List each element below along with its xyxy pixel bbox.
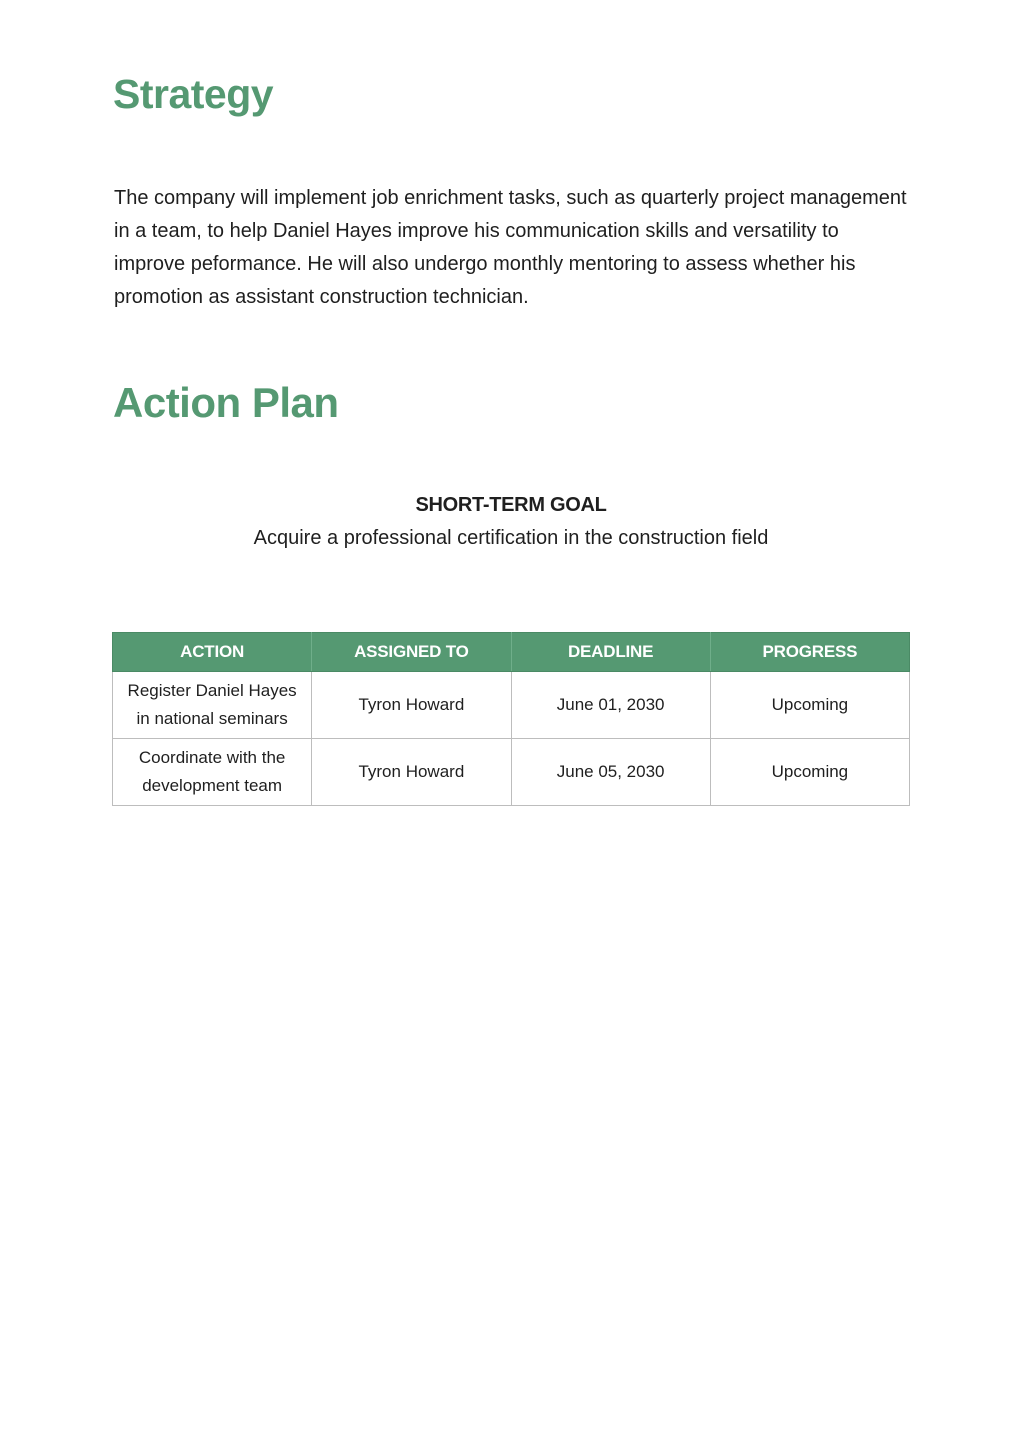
header-assigned-to: ASSIGNED TO (312, 633, 511, 672)
action-cell: Coordinate with the development team (113, 739, 312, 806)
deadline-cell: June 01, 2030 (511, 672, 710, 739)
header-progress: PROGRESS (710, 633, 909, 672)
header-action: ACTION (113, 633, 312, 672)
progress-cell: Upcoming (710, 672, 909, 739)
assigned-to-cell: Tyron Howard (312, 739, 511, 806)
strategy-paragraph: The company will implement job enrichment tasks, such as quarterly project management in a team, to help Daniel Hayes improve his communication skills and versatility to improve peformance. He will also undergo monthly mentoring to assess whether his promotion as assistant construction technician. (114, 187, 907, 308)
short-term-goal-title: SHORT-TERM GOAL (415, 494, 607, 516)
short-term-goal-description: Acquire a professional certification in the construction field (253, 527, 769, 549)
strategy-heading: Strategy (113, 71, 274, 117)
table-row (113, 672, 910, 739)
table-row (113, 739, 910, 806)
header-deadline: DEADLINE (511, 633, 710, 672)
action-plan-heading: Action Plan (113, 379, 339, 426)
assigned-to-cell: Tyron Howard (312, 672, 511, 739)
action-cell: Register Daniel Hayes in national seminars (113, 672, 312, 739)
table-header-row (113, 633, 910, 672)
progress-cell: Upcoming (710, 739, 909, 806)
deadline-cell: June 05, 2030 (511, 739, 710, 806)
action-plan-table (112, 632, 910, 806)
